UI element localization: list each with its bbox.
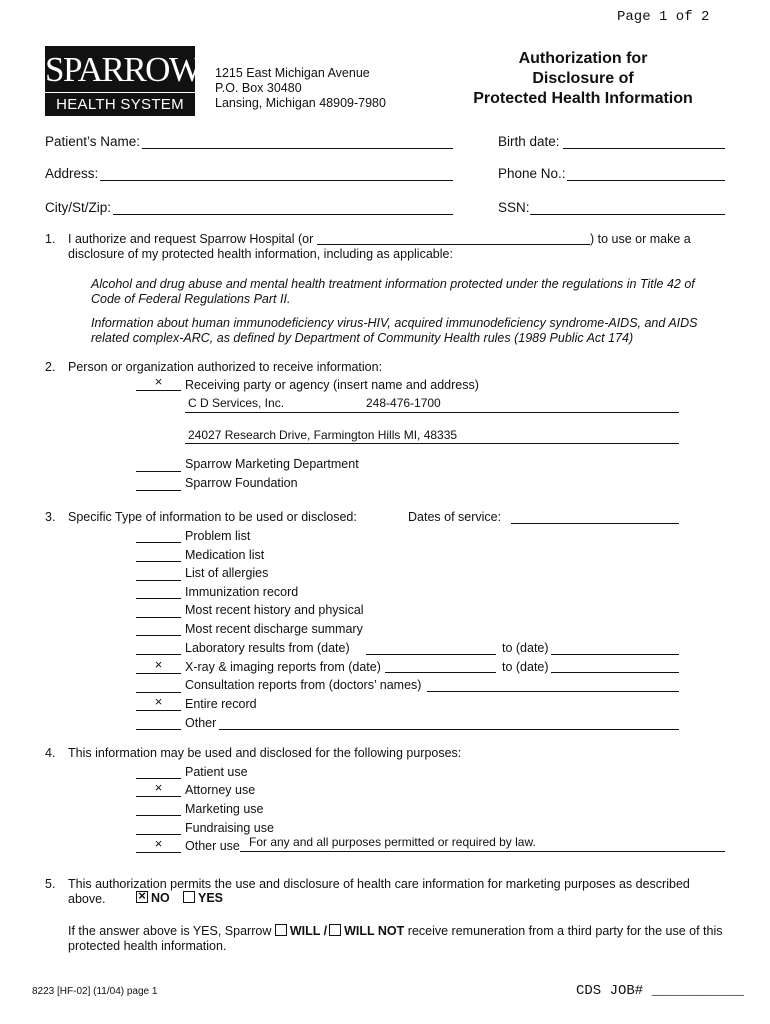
title-line-3: Protected Health Information bbox=[473, 90, 693, 107]
s5-if-line bbox=[68, 924, 723, 938]
s1-text-b: ) to use or make a bbox=[590, 232, 691, 246]
s3-item-label: List of allergies bbox=[185, 566, 269, 580]
s1-para-1 bbox=[91, 277, 695, 307]
s1-number: 1. bbox=[45, 232, 56, 246]
s5-yes-option[interactable] bbox=[183, 891, 223, 905]
s5-will-checkbox[interactable] bbox=[275, 924, 287, 936]
s3-xray-from-field[interactable] bbox=[385, 672, 496, 673]
address-line-1: 1215 East Michigan Avenue bbox=[215, 66, 370, 80]
address-line-3: Lansing, Michigan 48909-7980 bbox=[215, 96, 386, 110]
page-indicator: Page 1 of 2 bbox=[617, 9, 710, 25]
s2-receiver-line-1[interactable] bbox=[185, 412, 679, 413]
s3-dates-field[interactable] bbox=[511, 523, 679, 524]
s5-number: 5. bbox=[45, 877, 56, 891]
s3-heading: Specific Type of information to be used or disclosed: bbox=[68, 510, 357, 524]
logo-sub: HEALTH SYSTEM bbox=[45, 92, 195, 115]
s3-item-checkbox[interactable] bbox=[136, 527, 181, 543]
s3-item-checkbox[interactable] bbox=[136, 565, 181, 581]
s5-no-option[interactable] bbox=[136, 891, 170, 905]
s5-no-label: NO bbox=[151, 891, 170, 905]
s3-item-checkbox[interactable] bbox=[136, 546, 181, 562]
s2-filled-addr-1: 24027 Research bbox=[188, 428, 277, 442]
s5-will-not-checkbox[interactable] bbox=[329, 924, 341, 936]
s3-item-label: X-ray & imaging reports from (date) bbox=[185, 660, 381, 674]
s3-item-label: Problem list bbox=[185, 529, 251, 543]
sparrow-logo bbox=[45, 46, 201, 116]
s1-para-2 bbox=[91, 316, 698, 346]
s3-number: 3. bbox=[45, 510, 56, 524]
s3-xray-to-field[interactable] bbox=[551, 672, 679, 673]
s1-text-a: I authorize and request Sparrow Hospital (or bbox=[68, 232, 314, 246]
s2-marketing-label: Sparrow Marketing Department bbox=[185, 457, 359, 471]
s4-item-checkbox[interactable]: × bbox=[136, 781, 181, 797]
s4-item-checkbox[interactable] bbox=[136, 800, 181, 816]
s4-item-label: Attorney use bbox=[185, 783, 256, 797]
form-id: 8223 [HF-02] (11/04) page 1 bbox=[32, 986, 158, 997]
s1-text-c: disclosure of my protected health information, including as applicable: bbox=[68, 247, 453, 261]
s3-item-checkbox[interactable] bbox=[136, 714, 181, 730]
s1-para-2-line-b: related complex-ARC, as defined by Department of Community Health rules (1989 Public Act 174) bbox=[91, 331, 634, 345]
address-line-2: P.O. Box 30480 bbox=[215, 81, 302, 95]
s3-lab-from-field[interactable] bbox=[366, 654, 496, 655]
s3-consult-field[interactable] bbox=[427, 691, 679, 692]
address-label: Address: bbox=[45, 166, 99, 181]
s2-filled-phone: 248-476-1700 bbox=[366, 396, 441, 410]
s5-will-not-label: WILL NOT bbox=[344, 924, 405, 938]
s3-item-checkbox[interactable] bbox=[136, 639, 181, 655]
s3-item-label: Most recent discharge summary bbox=[185, 622, 363, 636]
ssn-label: SSN: bbox=[498, 200, 530, 215]
city-field[interactable] bbox=[113, 214, 453, 215]
s3-item-checkbox[interactable] bbox=[136, 583, 181, 599]
s3-lab-to-field[interactable] bbox=[551, 654, 679, 655]
s2-receiver-line-2[interactable] bbox=[185, 443, 679, 444]
s3-item-label: Immunization record bbox=[185, 585, 299, 599]
s5-yes-label: YES bbox=[198, 891, 224, 905]
s1-para-2-line-a: Information about human immunodeficiency virus-HIV, acquired immunodeficiency syndrome-AIDS, and AIDS bbox=[91, 316, 698, 330]
s2-heading: Person or organization authorized to receive information: bbox=[68, 360, 383, 374]
birth-date-field[interactable] bbox=[563, 148, 725, 149]
s3-item-label: Laboratory results from (date) bbox=[185, 641, 350, 655]
s4-item-label: Marketing use bbox=[185, 802, 264, 816]
s5-text-b: above. bbox=[68, 892, 106, 906]
s2-number: 2. bbox=[45, 360, 56, 374]
s5-text-a: This authorization permits the use and disclosure of health care information for marketing purposes as described bbox=[68, 877, 690, 891]
s4-item-checkbox[interactable] bbox=[136, 819, 181, 835]
cds-job-number: CDS JOB# ___________ bbox=[576, 983, 745, 999]
s3-item-checkbox[interactable] bbox=[136, 620, 181, 636]
s2-filled-addr-2: Drive, Farmington Hills MI, 48335 bbox=[279, 428, 458, 442]
phone-label: Phone No.: bbox=[498, 166, 566, 181]
s4-number: 4. bbox=[45, 746, 56, 760]
s2-receiving-party-checkbox[interactable]: × bbox=[136, 375, 181, 391]
s5-if-c: protected health information. bbox=[68, 939, 227, 953]
s3-dates-label: Dates of service: bbox=[408, 510, 502, 524]
s3-item-checkbox[interactable]: × bbox=[136, 658, 181, 674]
s4-other-text: For any and all purposes permitted or required by law. bbox=[249, 835, 536, 849]
s5-if-b: receive remuneration from a third party for the use of this bbox=[407, 924, 723, 938]
s3-item-checkbox[interactable] bbox=[136, 602, 181, 618]
birth-date-label: Birth date: bbox=[498, 134, 560, 149]
s2-receiving-party-label: Receiving party or agency (insert name and address) bbox=[185, 378, 479, 392]
address-field[interactable] bbox=[100, 180, 453, 181]
s1-other-party-field[interactable] bbox=[317, 244, 590, 245]
s4-item-label: Patient use bbox=[185, 765, 248, 779]
s2-filled-name: C D Services, Inc. bbox=[188, 396, 285, 410]
title-line-2: Disclosure of bbox=[532, 70, 634, 87]
ssn-field[interactable] bbox=[530, 214, 725, 215]
patient-name-label: Patient’s Name: bbox=[45, 134, 141, 149]
city-label: City/St/Zip: bbox=[45, 200, 112, 215]
s3-item-label: Medication list bbox=[185, 548, 265, 562]
form-title bbox=[453, 49, 713, 109]
s3-item-checkbox[interactable]: × bbox=[136, 695, 181, 711]
s3-item-checkbox[interactable] bbox=[136, 677, 181, 693]
s4-heading: This information may be used and disclosed for the following purposes: bbox=[68, 746, 462, 760]
s3-item-label: Other bbox=[185, 716, 217, 730]
s3-item-label: Consultation reports from (doctors’ names) bbox=[185, 678, 422, 692]
s4-item-checkbox[interactable]: × bbox=[136, 837, 181, 853]
s4-other-field[interactable] bbox=[240, 851, 725, 852]
s2-foundation-label: Sparrow Foundation bbox=[185, 476, 298, 490]
s3-other-field[interactable] bbox=[219, 729, 679, 730]
s2-marketing-checkbox[interactable] bbox=[136, 456, 181, 472]
s4-item-checkbox[interactable] bbox=[136, 763, 181, 779]
s2-foundation-checkbox[interactable] bbox=[136, 475, 181, 491]
s5-no-checkbox[interactable] bbox=[136, 891, 148, 903]
s3-to-date-label: to (date) bbox=[502, 641, 549, 655]
s5-yes-checkbox[interactable] bbox=[183, 891, 195, 903]
patient-name-field[interactable] bbox=[142, 148, 453, 149]
phone-field[interactable] bbox=[567, 180, 725, 181]
s5-will-label: WILL / bbox=[289, 924, 328, 938]
address-block bbox=[215, 66, 386, 111]
s4-item-label: Other use bbox=[185, 839, 240, 853]
s1-para-1-line-b: Code of Federal Regulations Part II. bbox=[91, 292, 291, 306]
s1-para-1-line-a: Alcohol and drug abuse and mental health treatment information protected under the regulations in Title 42 of bbox=[91, 277, 695, 291]
s3-item-label: Most recent history and physical bbox=[185, 603, 364, 617]
s4-item-label: Fundraising use bbox=[185, 821, 274, 835]
title-line-1: Authorization for bbox=[518, 50, 648, 67]
logo-name: SPARROW bbox=[45, 50, 201, 89]
s3-item-label: Entire record bbox=[185, 697, 257, 711]
s5-if-a: If the answer above is YES, Sparrow bbox=[68, 924, 272, 938]
s3-to-date-label: to (date) bbox=[502, 660, 549, 674]
